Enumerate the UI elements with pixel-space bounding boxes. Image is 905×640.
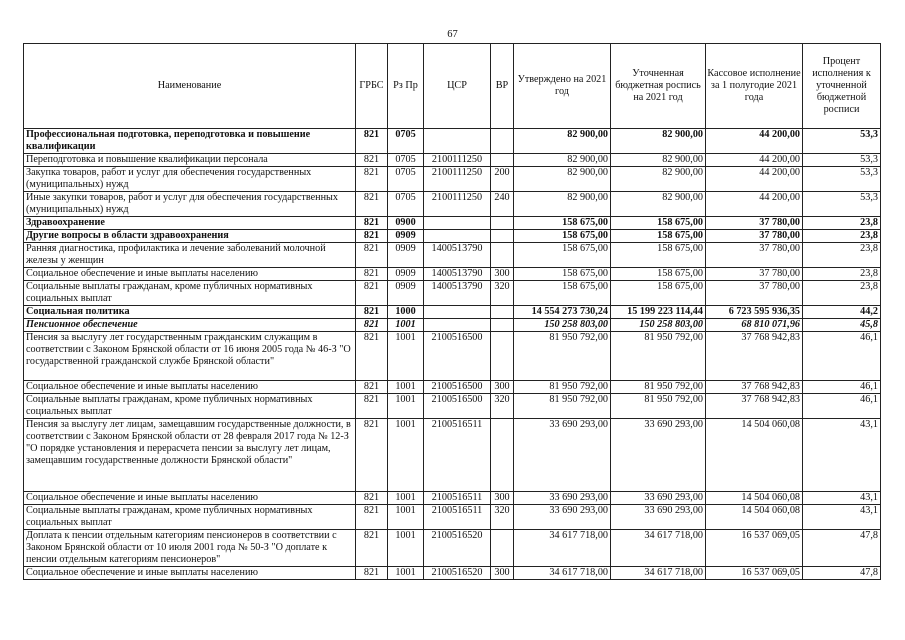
row-name-cell: Социальное обеспечение и иные выплаты населению	[24, 268, 356, 281]
row-refined-cell: 82 900,00	[611, 167, 706, 192]
row-cash-cell: 37 768 942,83	[706, 381, 803, 394]
row-rzpr-cell: 1001	[388, 492, 424, 505]
row-percent-cell: 23,8	[803, 268, 881, 281]
row-vr-cell	[491, 230, 514, 243]
row-name-cell: Социальные выплаты гражданам, кроме публичных нормативных социальных выплат	[24, 281, 356, 306]
row-name-cell: Социальное обеспечение и иные выплаты населению	[24, 381, 356, 394]
row-csr-cell: 1400513790	[424, 268, 491, 281]
row-refined-cell: 158 675,00	[611, 217, 706, 230]
row-refined-cell: 158 675,00	[611, 230, 706, 243]
row-name-cell: Пенсионное обеспечение	[24, 319, 356, 332]
row-grbs-cell: 821	[356, 419, 388, 492]
header-rzpr: Рз Пр	[388, 44, 424, 129]
row-rzpr-cell: 0705	[388, 154, 424, 167]
header-name: Наименование	[24, 44, 356, 129]
table-row	[24, 332, 881, 381]
row-approved-cell: 81 950 792,00	[514, 332, 611, 381]
table-row	[24, 217, 881, 230]
row-csr-cell	[424, 319, 491, 332]
row-grbs-cell: 821	[356, 129, 388, 154]
row-rzpr-cell: 0705	[388, 129, 424, 154]
row-csr-cell: 2100516511	[424, 505, 491, 530]
row-name-cell: Социальное обеспечение и иные выплаты населению	[24, 567, 356, 580]
row-approved-cell: 158 675,00	[514, 217, 611, 230]
row-percent-cell: 53,3	[803, 129, 881, 154]
row-name-cell: Другие вопросы в области здравоохранения	[24, 230, 356, 243]
row-csr-cell: 2100516500	[424, 381, 491, 394]
row-vr-cell	[491, 332, 514, 381]
row-approved-cell: 158 675,00	[514, 281, 611, 306]
row-rzpr-cell: 0705	[388, 192, 424, 217]
row-refined-cell: 34 617 718,00	[611, 530, 706, 567]
row-percent-cell: 53,3	[803, 192, 881, 217]
row-percent-cell: 43,1	[803, 419, 881, 492]
row-grbs-cell: 821	[356, 567, 388, 580]
row-csr-cell	[424, 306, 491, 319]
row-grbs-cell: 821	[356, 217, 388, 230]
row-name-cell: Закупка товаров, работ и услуг для обеспечения государственных (муниципальных) нужд	[24, 167, 356, 192]
row-cash-cell: 44 200,00	[706, 154, 803, 167]
row-cash-cell: 68 810 071,96	[706, 319, 803, 332]
row-name-cell: Ранняя диагностика, профилактика и лечение заболеваний молочной железы у женщин	[24, 243, 356, 268]
table-row	[24, 268, 881, 281]
table-row	[24, 129, 881, 154]
row-vr-cell	[491, 419, 514, 492]
table-row	[24, 192, 881, 217]
row-rzpr-cell: 1000	[388, 306, 424, 319]
row-percent-cell: 23,8	[803, 281, 881, 306]
row-csr-cell: 2100111250	[424, 192, 491, 217]
header-cash: Кассовое исполнение за 1 полугодие 2021 года	[706, 44, 803, 129]
row-rzpr-cell: 1001	[388, 419, 424, 492]
row-rzpr-cell: 1001	[388, 530, 424, 567]
row-csr-cell: 1400513790	[424, 243, 491, 268]
row-name-cell: Иные закупки товаров, работ и услуг для обеспечения государственных (муниципальных) нужд	[24, 192, 356, 217]
row-grbs-cell: 821	[356, 268, 388, 281]
row-approved-cell: 158 675,00	[514, 243, 611, 268]
row-vr-cell: 320	[491, 281, 514, 306]
budget-execution-table	[23, 43, 881, 580]
row-percent-cell: 43,1	[803, 492, 881, 505]
row-csr-cell: 1400513790	[424, 281, 491, 306]
row-csr-cell: 2100516500	[424, 332, 491, 381]
row-csr-cell: 2100516511	[424, 419, 491, 492]
row-percent-cell: 46,1	[803, 381, 881, 394]
row-rzpr-cell: 0909	[388, 230, 424, 243]
header-grbs: ГРБС	[356, 44, 388, 129]
table-header-row	[24, 44, 881, 129]
row-vr-cell	[491, 154, 514, 167]
row-approved-cell: 14 554 273 730,24	[514, 306, 611, 319]
row-refined-cell: 33 690 293,00	[611, 505, 706, 530]
row-cash-cell: 37 780,00	[706, 281, 803, 306]
row-approved-cell: 33 690 293,00	[514, 419, 611, 492]
row-grbs-cell: 821	[356, 332, 388, 381]
header-percent: Процент исполнения к уточненной бюджетной росписи	[803, 44, 881, 129]
row-cash-cell: 14 504 060,08	[706, 419, 803, 492]
row-refined-cell: 34 617 718,00	[611, 567, 706, 580]
row-grbs-cell: 821	[356, 381, 388, 394]
row-csr-cell: 2100516500	[424, 394, 491, 419]
row-vr-cell: 320	[491, 394, 514, 419]
row-percent-cell: 44,2	[803, 306, 881, 319]
row-cash-cell: 44 200,00	[706, 167, 803, 192]
row-csr-cell: 2100111250	[424, 154, 491, 167]
row-rzpr-cell: 0705	[388, 167, 424, 192]
row-name-cell: Социальное обеспечение и иные выплаты населению	[24, 492, 356, 505]
row-refined-cell: 150 258 803,00	[611, 319, 706, 332]
row-grbs-cell: 821	[356, 306, 388, 319]
row-vr-cell: 300	[491, 567, 514, 580]
row-rzpr-cell: 1001	[388, 332, 424, 381]
row-refined-cell: 81 950 792,00	[611, 394, 706, 419]
row-csr-cell: 2100516520	[424, 530, 491, 567]
row-refined-cell: 82 900,00	[611, 192, 706, 217]
row-vr-cell	[491, 319, 514, 332]
table-row	[24, 243, 881, 268]
row-approved-cell: 82 900,00	[514, 129, 611, 154]
row-percent-cell: 43,1	[803, 505, 881, 530]
row-grbs-cell: 821	[356, 281, 388, 306]
row-csr-cell	[424, 217, 491, 230]
row-percent-cell: 23,8	[803, 230, 881, 243]
row-refined-cell: 33 690 293,00	[611, 492, 706, 505]
header-approved: Утверждено на 2021 год	[514, 44, 611, 129]
row-grbs-cell: 821	[356, 154, 388, 167]
row-approved-cell: 150 258 803,00	[514, 319, 611, 332]
row-refined-cell: 33 690 293,00	[611, 419, 706, 492]
row-name-cell: Доплата к пенсии отдельным категориям пенсионеров в соответствии с Законом Брянской области от 10 июля 2001 года № 50-З "О доплате к пенсии отдельным категориям пенсионеров"	[24, 530, 356, 567]
row-approved-cell: 33 690 293,00	[514, 492, 611, 505]
table-row	[24, 505, 881, 530]
row-vr-cell: 300	[491, 268, 514, 281]
row-percent-cell: 53,3	[803, 154, 881, 167]
row-approved-cell: 34 617 718,00	[514, 530, 611, 567]
table-row	[24, 154, 881, 167]
row-approved-cell: 82 900,00	[514, 154, 611, 167]
row-vr-cell	[491, 306, 514, 319]
table-row	[24, 567, 881, 580]
table-row	[24, 281, 881, 306]
row-vr-cell: 300	[491, 492, 514, 505]
row-percent-cell: 45,8	[803, 319, 881, 332]
row-cash-cell: 16 537 069,05	[706, 567, 803, 580]
table-row	[24, 419, 881, 492]
row-rzpr-cell: 0909	[388, 268, 424, 281]
row-cash-cell: 44 200,00	[706, 129, 803, 154]
row-name-cell: Пенсия за выслугу лет лицам, замещавшим государственные должности, в соответствии с Законом Брянской области от 28 февраля 2017 года № 12-З "О порядке установления и перерасчета пенсии за выслугу лет лицам, замещавшим государственные должности Брянской области"	[24, 419, 356, 492]
row-vr-cell: 200	[491, 167, 514, 192]
table-row	[24, 530, 881, 567]
row-grbs-cell: 821	[356, 319, 388, 332]
row-rzpr-cell: 1001	[388, 381, 424, 394]
row-name-cell: Социальные выплаты гражданам, кроме публичных нормативных социальных выплат	[24, 394, 356, 419]
row-vr-cell	[491, 129, 514, 154]
header-vr: ВР	[491, 44, 514, 129]
table-row	[24, 306, 881, 319]
row-cash-cell: 37 768 942,83	[706, 332, 803, 381]
table-row	[24, 319, 881, 332]
row-approved-cell: 81 950 792,00	[514, 381, 611, 394]
row-percent-cell: 23,8	[803, 243, 881, 268]
row-vr-cell: 320	[491, 505, 514, 530]
row-rzpr-cell: 0909	[388, 243, 424, 268]
row-grbs-cell: 821	[356, 505, 388, 530]
row-rzpr-cell: 1001	[388, 394, 424, 419]
row-refined-cell: 82 900,00	[611, 154, 706, 167]
row-cash-cell: 37 768 942,83	[706, 394, 803, 419]
row-grbs-cell: 821	[356, 492, 388, 505]
row-refined-cell: 15 199 223 114,44	[611, 306, 706, 319]
table-row	[24, 167, 881, 192]
row-name-cell: Пенсия за выслугу лет государственным гражданским служащим в соответствии с Законом Брянской области от 16 июня 2005 года № 46-З "О государственной гражданской службе Брянской области"	[24, 332, 356, 381]
row-cash-cell: 6 723 595 936,35	[706, 306, 803, 319]
row-rzpr-cell: 1001	[388, 567, 424, 580]
row-approved-cell: 158 675,00	[514, 230, 611, 243]
row-csr-cell	[424, 230, 491, 243]
row-rzpr-cell: 1001	[388, 319, 424, 332]
row-approved-cell: 82 900,00	[514, 167, 611, 192]
row-cash-cell: 37 780,00	[706, 217, 803, 230]
row-grbs-cell: 821	[356, 243, 388, 268]
row-csr-cell	[424, 129, 491, 154]
row-name-cell: Переподготовка и повышение квалификации персонала	[24, 154, 356, 167]
row-vr-cell: 300	[491, 381, 514, 394]
row-approved-cell: 81 950 792,00	[514, 394, 611, 419]
table-row	[24, 230, 881, 243]
row-cash-cell: 16 537 069,05	[706, 530, 803, 567]
row-refined-cell: 158 675,00	[611, 281, 706, 306]
row-percent-cell: 53,3	[803, 167, 881, 192]
row-rzpr-cell: 0909	[388, 281, 424, 306]
row-percent-cell: 46,1	[803, 332, 881, 381]
row-vr-cell	[491, 243, 514, 268]
row-approved-cell: 82 900,00	[514, 192, 611, 217]
header-refined: Уточненная бюджетная роспись на 2021 год	[611, 44, 706, 129]
row-percent-cell: 46,1	[803, 394, 881, 419]
row-grbs-cell: 821	[356, 230, 388, 243]
row-grbs-cell: 821	[356, 192, 388, 217]
row-name-cell: Социальные выплаты гражданам, кроме публичных нормативных социальных выплат	[24, 505, 356, 530]
row-refined-cell: 158 675,00	[611, 243, 706, 268]
row-cash-cell: 37 780,00	[706, 243, 803, 268]
row-refined-cell: 81 950 792,00	[611, 332, 706, 381]
row-rzpr-cell: 1001	[388, 505, 424, 530]
row-cash-cell: 37 780,00	[706, 230, 803, 243]
row-csr-cell: 2100516511	[424, 492, 491, 505]
row-percent-cell: 47,8	[803, 567, 881, 580]
row-grbs-cell: 821	[356, 167, 388, 192]
row-percent-cell: 23,8	[803, 217, 881, 230]
row-vr-cell	[491, 217, 514, 230]
row-vr-cell	[491, 530, 514, 567]
row-approved-cell: 34 617 718,00	[514, 567, 611, 580]
row-percent-cell: 47,8	[803, 530, 881, 567]
row-csr-cell: 2100111250	[424, 167, 491, 192]
row-name-cell: Профессиональная подготовка, переподготовка и повышение квалификации	[24, 129, 356, 154]
row-name-cell: Здравоохранение	[24, 217, 356, 230]
row-csr-cell: 2100516520	[424, 567, 491, 580]
header-csr: ЦСР	[424, 44, 491, 129]
row-cash-cell: 14 504 060,08	[706, 505, 803, 530]
row-approved-cell: 33 690 293,00	[514, 505, 611, 530]
table-row	[24, 381, 881, 394]
row-grbs-cell: 821	[356, 530, 388, 567]
row-refined-cell: 158 675,00	[611, 268, 706, 281]
page-number: 67	[447, 29, 458, 40]
row-cash-cell: 37 780,00	[706, 268, 803, 281]
row-cash-cell: 14 504 060,08	[706, 492, 803, 505]
row-vr-cell: 240	[491, 192, 514, 217]
row-refined-cell: 82 900,00	[611, 129, 706, 154]
table-row	[24, 394, 881, 419]
row-cash-cell: 44 200,00	[706, 192, 803, 217]
row-refined-cell: 81 950 792,00	[611, 381, 706, 394]
table-row	[24, 492, 881, 505]
row-rzpr-cell: 0900	[388, 217, 424, 230]
row-approved-cell: 158 675,00	[514, 268, 611, 281]
row-name-cell: Социальная политика	[24, 306, 356, 319]
row-grbs-cell: 821	[356, 394, 388, 419]
